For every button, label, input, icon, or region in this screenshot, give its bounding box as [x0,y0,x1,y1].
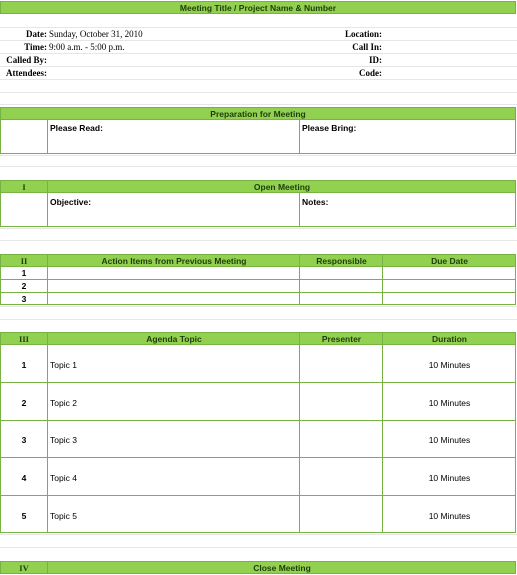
please-read-label: Please Read: [50,123,103,133]
meeting-title: Meeting Title / Project Name & Number [179,3,337,13]
action-row-sep-1 [0,279,516,280]
agenda-col-2 [299,332,300,533]
agenda-row-duration: 10 Minutes [428,360,471,370]
close-meeting-header-text: Close Meeting [253,563,311,573]
date-value: Sunday, October 31, 2010 [49,29,143,39]
agenda-row-duration: 10 Minutes [428,398,471,408]
agenda-row-topic: Topic 4 [50,473,77,483]
agenda-row-num: 5 [21,511,27,521]
open-meeting-header-text: Open Meeting [253,182,311,192]
meeting-title-bar [0,1,516,14]
action-row-num: 1 [21,268,27,278]
agenda-topic-header: Agenda Topic [146,334,202,344]
preparation-divider-left [47,120,48,154]
agenda-row-num: 1 [21,360,27,370]
action-row-num: 2 [21,281,27,291]
agenda-row-duration: 10 Minutes [428,435,471,445]
time-value: 9:00 a.m. - 5:00 p.m. [49,42,125,52]
due-date-header: Due Date [431,256,468,266]
action-items-header-text: Action Items from Previous Meeting [101,256,247,266]
agenda-row-sep [0,457,516,458]
action-items-numeral: II [20,256,28,266]
action-row-sep-2 [0,292,516,293]
close-meeting-numeral: IV [19,563,29,573]
code-label: Code: [359,68,382,78]
agenda-row-duration: 10 Minutes [428,473,471,483]
action-items-table [0,266,516,305]
agenda-row-sep [0,420,516,421]
duration-header: Duration [432,334,467,344]
open-meeting-divider-left [47,180,48,227]
action-row-num: 3 [21,294,27,304]
presenter-header: Presenter [321,334,362,344]
objective-label: Objective: [50,197,92,207]
open-meeting-numeral: I [22,182,26,192]
preparation-divider-mid [299,120,300,154]
agenda-row-topic: Topic 1 [50,360,77,370]
agenda-row-topic: Topic 2 [50,398,77,408]
preparation-header-text: Preparation for Meeting [210,109,306,119]
agenda-row-num: 3 [21,435,27,445]
agenda-row-num: 2 [21,398,27,408]
please-bring-label: Please Bring: [302,123,357,133]
open-meeting-divider-mid [299,193,300,227]
agenda-row-duration: 10 Minutes [428,511,471,521]
location-label: Location: [345,29,382,39]
attendees-label: Attendees: [6,68,47,78]
responsible-header: Responsible [316,256,367,266]
called-by-label: Called By: [6,55,47,65]
notes-label: Notes: [302,197,329,207]
call-in-label: Call In: [352,42,382,52]
agenda-row-sep [0,382,516,383]
date-label: Date: [26,29,47,39]
time-label: Time: [24,42,47,52]
id-label: ID: [369,55,382,65]
agenda-row-num: 4 [21,473,27,483]
agenda-row-sep [0,495,516,496]
agenda-row-topic: Topic 5 [50,511,77,521]
agenda-numeral: III [19,334,29,344]
agenda-row-topic: Topic 3 [50,435,77,445]
